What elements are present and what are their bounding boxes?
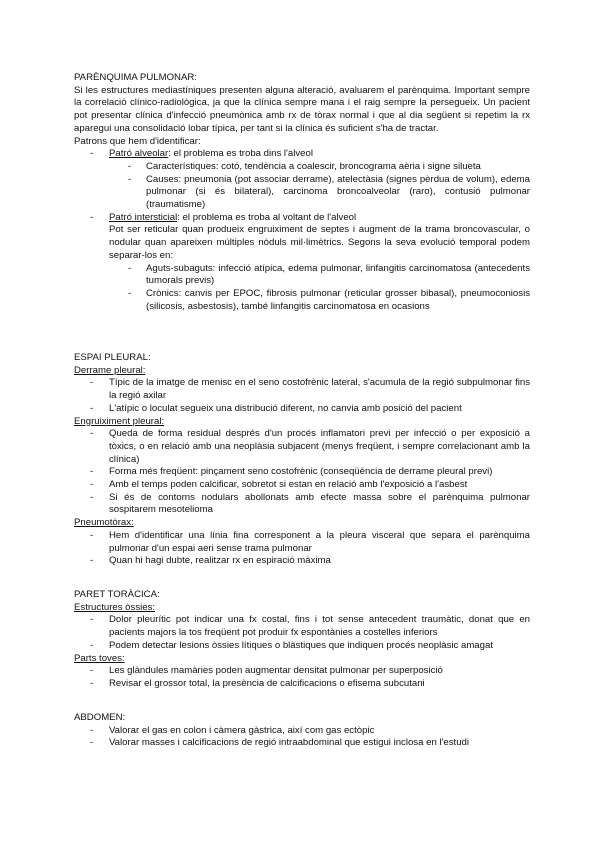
bullet-dash: - xyxy=(90,555,94,567)
item-text: Revisar el grossor total, la presència de calcificacions o efisema subcutani xyxy=(109,677,425,689)
bullet-dash: - xyxy=(90,402,94,414)
subsection-title: Pneumotòrax: xyxy=(74,517,134,529)
section-title: ABDOMEN: xyxy=(74,712,126,723)
list-item xyxy=(74,725,530,738)
bullet-dash: - xyxy=(90,724,94,736)
sub-list-item xyxy=(74,263,530,288)
paragraph: Patrons que hem d'identificar: xyxy=(74,135,201,147)
subsection-title: Parts toves: xyxy=(74,652,125,664)
bullet-dash: - xyxy=(90,677,94,689)
list-item xyxy=(74,377,530,402)
item-text: Queda de forma residual després d'un procés inflamatori previ per infecció o per exposició a tòxics, o en relació amb una neoplàsia subjacent (menys freqüent, i sempre correlacionant amb la clínica) xyxy=(109,428,530,465)
section-paret-toracica xyxy=(74,589,530,691)
item-text: Típic de la imatge de menisc en el seno costofrènic lateral, s'acumula de la regió subpulmonar fins la regió axilar xyxy=(109,377,530,402)
list-item xyxy=(74,403,530,416)
item-text: Si és de contorns nodulars abollonats amb efecte massa sobre el parènquima pulmonar sospitarem mesotelioma xyxy=(109,491,530,516)
section-title: ESPAI PLEURAL: xyxy=(74,352,151,363)
list-item xyxy=(74,678,530,691)
bullet-square: - xyxy=(128,173,132,185)
bullet-dash: - xyxy=(90,639,94,651)
paragraph: Si les estructures mediastíniques presenten alguna alteració, avaluarem el parènquima. Important sempre la correlació clínico-radiològica, ja que la clínica sempre mana i el raig sempre la persegueix. Un pacient pot presentar clínica d'infecció pneumònica amb rx de tòrax normal i que al dia següent si repetim la rx aparegui una consolidació lobar típica, per tant si la clínica és suficient s'ha de tractar. xyxy=(74,84,530,134)
list-item xyxy=(74,555,530,568)
bullet-dash: - xyxy=(90,479,94,491)
bullet-dash: - xyxy=(90,529,94,541)
item-text: Les glàndules mamàries poden augmentar densitat pulmonar per superposició xyxy=(109,665,443,677)
sub-list-item xyxy=(74,161,530,174)
bullet-dash: - xyxy=(90,491,94,503)
section-parenquima xyxy=(74,72,530,313)
bullet-square: - xyxy=(128,287,132,299)
pattern-desc: : el problema es troba dins l'alveol xyxy=(168,148,313,160)
item-text: L'atípic o loculat segueix una distribució diferent, no canvia amb posició del pacient xyxy=(109,402,462,414)
sub-list-item xyxy=(74,288,530,313)
item-text: Causes: pneumonia (pot associar derrame), atelectàsia (signes pèrdua de volum), edema pulmonar (si és bilateral), carcinoma broncoalveolar (raro), contusió pulmonar (traumatisme) xyxy=(146,173,530,211)
item-text: Amb el temps poden calcificar, sobretot si estan en relació amb l'exposició a l'asbest xyxy=(109,479,468,491)
list-item xyxy=(74,530,530,555)
list-item xyxy=(74,212,530,225)
pattern-name: Patró intersticial xyxy=(109,211,178,223)
list-item xyxy=(74,428,530,466)
list-item xyxy=(74,466,530,479)
paragraph: Pot ser reticular quan produeix engruiximent de septes i augment de la trama broncovascular, o nodular quan apareixen múltiples nòduls mil·limètrics. Segons la seva evolució temporal podem separar-los en: xyxy=(109,224,530,261)
item-text: Dolor pleurític pot indicar una fx costal, fins i tot sense antecedent traumàtic, donat que en pacients majors la tos freqüent pot produir fx espontànies a costelles inferiors xyxy=(109,614,530,639)
bullet-square: - xyxy=(128,160,132,172)
bullet-dash: - xyxy=(90,737,94,749)
list-item xyxy=(74,479,530,492)
section-espai-pleural xyxy=(74,352,530,568)
list-item xyxy=(74,665,530,678)
list-item xyxy=(74,640,530,653)
subsection-title: Engruiximent pleural: xyxy=(74,415,165,427)
section-abdomen xyxy=(74,712,530,750)
list-item xyxy=(74,148,530,161)
bullet-dash: - xyxy=(90,466,94,478)
bullet-dash: - xyxy=(90,377,94,389)
item-text: Aguts-subaguts: infecció atípica, edema pulmonar, linfangitis carcinomatosa (antecedents tumorals previs) xyxy=(146,262,530,287)
bullet-square: - xyxy=(128,262,132,274)
bullet-dash: - xyxy=(90,665,94,677)
list-item xyxy=(74,614,530,639)
item-text: Podem detectar lesions òssies lítiques o blàstiques que indiquen procés neoplàsic amagat xyxy=(109,639,493,651)
pattern-desc: : el problema es troba al voltant de l'alveol xyxy=(177,211,357,223)
bullet-dash: - xyxy=(90,211,94,223)
section-title: PARÈNQUIMA PULMONAR: xyxy=(74,72,197,83)
pattern-name: Patró alveolar xyxy=(109,148,169,160)
item-text: Característiques: cotó, tendència a coalescir, broncograma aèria i signe silueta xyxy=(146,160,481,172)
item-text: Valorar el gas en colon i càmera gàstrica, així com gas ectòpic xyxy=(109,724,375,736)
sub-list-item xyxy=(74,174,530,212)
bullet-dash: - xyxy=(90,148,94,160)
subsection-title: Derrame pleural: xyxy=(74,364,146,376)
item-text: Valorar masses i calcificacions de regió intraabdominal que estigui inclosa en l'estudi xyxy=(109,737,470,749)
item-text: Forma més freqüent: pinçament seno costofrènic (conseqüència de derrame pleural previ) xyxy=(109,466,493,478)
subsection-title: Estructures òssies: xyxy=(74,601,156,613)
item-text: Quan hi hagi dubte, realitzar rx en espiració màxima xyxy=(109,555,331,567)
item-text: Crònics: canvis per EPOC, fibrosis pulmonar (reticular grosser bibasal), pneumoconiosis (silicosis, asbestosis), també linfangitis carcinomatosa en ocasions xyxy=(146,287,530,312)
list-item xyxy=(74,492,530,517)
bullet-dash: - xyxy=(90,614,94,626)
section-title: PARET TORÀCICA: xyxy=(74,589,160,600)
item-text: Hem d'identificar una línia fina corresponent a la pleura visceral que separa el parènquima pulmonar d'un espai aeri sense trama pulmonar xyxy=(109,529,530,554)
bullet-dash: - xyxy=(90,428,94,440)
list-item xyxy=(74,737,530,750)
